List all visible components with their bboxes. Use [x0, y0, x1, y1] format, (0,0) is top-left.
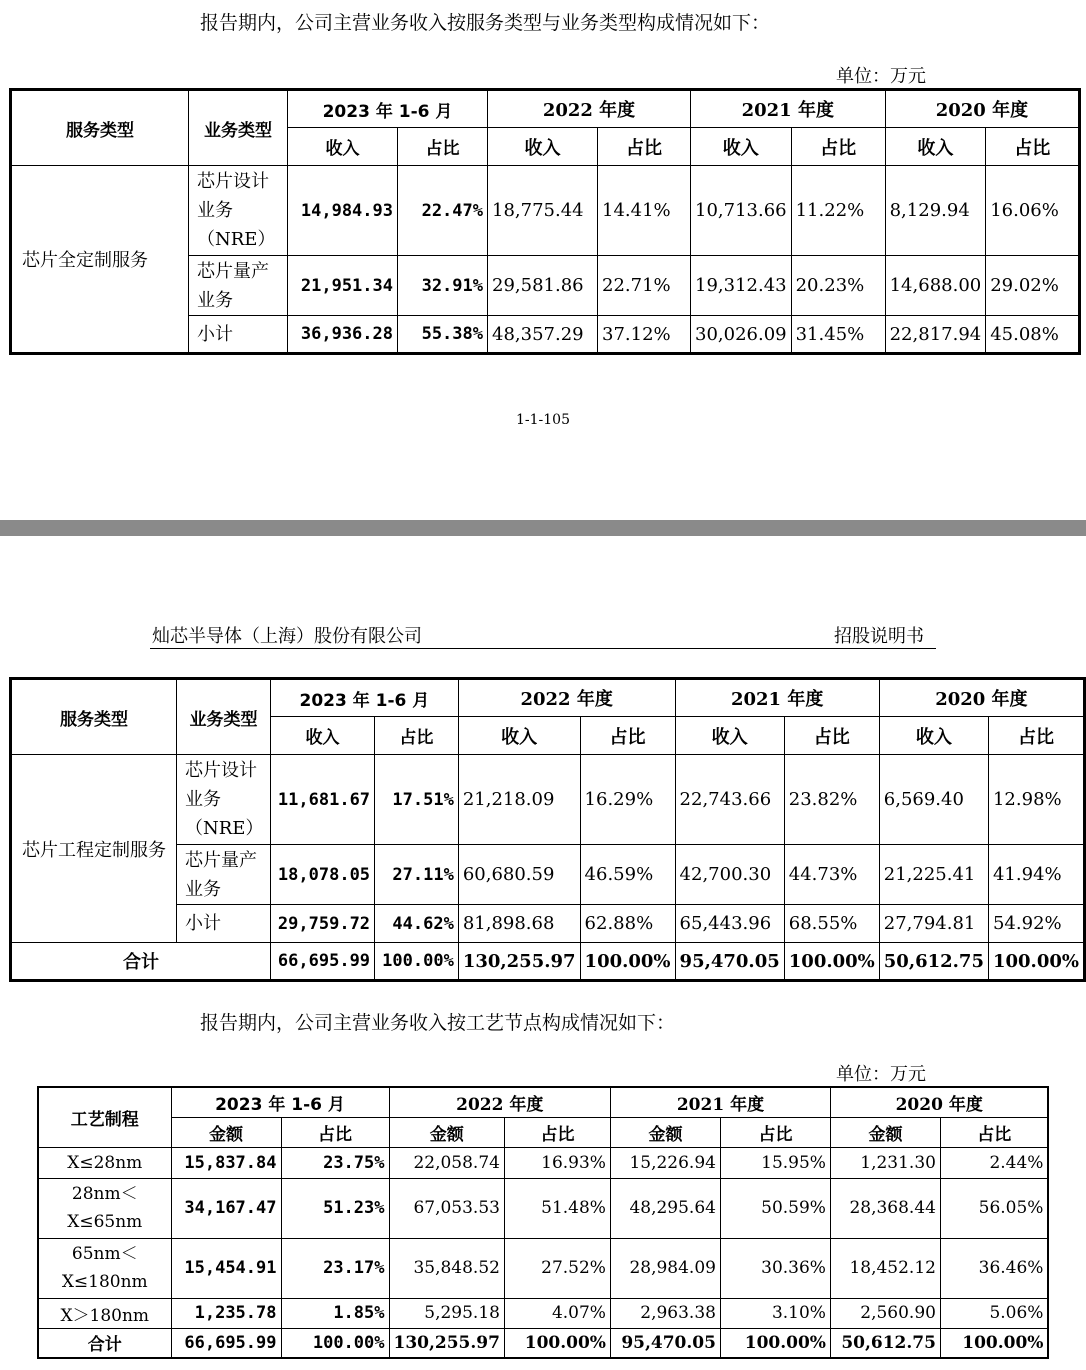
value-cell: 23.82%	[784, 755, 879, 845]
value-cell: 44.62%	[375, 905, 459, 943]
value-cell: 29,581.86	[488, 256, 598, 316]
table-row	[38, 1178, 1048, 1238]
intro-paragraph-2: 报告期内，公司主营业务收入按工艺节点构成情况如下：	[200, 1012, 676, 1034]
value-cell: 16.93%	[504, 1147, 610, 1178]
value-cell: 29.02%	[986, 256, 1080, 316]
value-cell: 56.05%	[940, 1178, 1048, 1238]
value-cell: 100.00%	[504, 1328, 610, 1358]
value-cell: 130,255.97	[389, 1328, 504, 1358]
sub-share: 占比	[988, 717, 1084, 755]
total-row	[11, 943, 1085, 981]
value-cell: 30.36%	[720, 1238, 830, 1298]
value-cell: 130,255.97	[458, 943, 580, 981]
sub-share: 占比	[398, 128, 488, 166]
period-2022: 2022 年度	[458, 679, 675, 717]
value-cell: 65,443.96	[675, 905, 784, 943]
col-business-type: 业务类型	[177, 679, 271, 755]
value-cell: 14,984.93	[288, 166, 398, 256]
sub-share: 占比	[375, 717, 459, 755]
value-cell: 15.95%	[720, 1147, 830, 1178]
process-label: 65nm＜ X≤180nm	[38, 1238, 171, 1298]
value-cell: 23.75%	[281, 1147, 389, 1178]
document-type: 招股说明书	[834, 626, 924, 647]
company-name: 灿芯半导体（上海）股份有限公司	[152, 626, 422, 647]
value-cell: 51.23%	[281, 1178, 389, 1238]
value-cell: 34,167.47	[171, 1178, 281, 1238]
value-cell: 67,053.53	[389, 1178, 504, 1238]
value-cell: 100.00%	[784, 943, 879, 981]
value-cell: 27.52%	[504, 1238, 610, 1298]
period-2020: 2020 年度	[879, 679, 1084, 717]
value-cell: 68.55%	[784, 905, 879, 943]
value-cell: 66,695.99	[171, 1328, 281, 1358]
value-cell: 18,078.05	[270, 845, 374, 905]
sub-income: 收入	[675, 717, 784, 755]
value-cell: 21,218.09	[458, 755, 580, 845]
value-cell: 22.71%	[598, 256, 691, 316]
value-cell: 29,759.72	[270, 905, 374, 943]
period-2023h1: 2023 年 1-6 月	[288, 90, 488, 128]
sub-income: 收入	[288, 128, 398, 166]
sub-income: 收入	[270, 717, 374, 755]
value-cell: 48,295.64	[610, 1178, 720, 1238]
value-cell: 95,470.05	[675, 943, 784, 981]
value-cell: 22.47%	[398, 166, 488, 256]
value-cell: 23.17%	[281, 1238, 389, 1298]
value-cell: 100.00%	[375, 943, 459, 981]
table-row	[11, 755, 1085, 845]
total-row	[38, 1328, 1048, 1358]
value-cell: 14,688.00	[885, 256, 986, 316]
value-cell: 22,058.74	[389, 1147, 504, 1178]
sub-amount: 金额	[610, 1117, 720, 1147]
value-cell: 2,963.38	[610, 1298, 720, 1328]
unit-label-2: 单位：万元	[836, 1064, 926, 1085]
value-cell: 1,235.78	[171, 1298, 281, 1328]
value-cell: 54.92%	[988, 905, 1084, 943]
value-cell: 15,837.84	[171, 1147, 281, 1178]
value-cell: 21,225.41	[879, 845, 988, 905]
header-rule	[150, 648, 936, 649]
value-cell: 2,560.90	[830, 1298, 940, 1328]
sub-share: 占比	[580, 717, 675, 755]
value-cell: 22,743.66	[675, 755, 784, 845]
value-cell: 62.88%	[580, 905, 675, 943]
value-cell: 37.12%	[598, 316, 691, 354]
value-cell: 48,357.29	[488, 316, 598, 354]
sub-amount: 金额	[171, 1117, 281, 1147]
value-cell: 21,951.34	[288, 256, 398, 316]
value-cell: 60,680.59	[458, 845, 580, 905]
page-number: 1-1-105	[516, 412, 570, 428]
process-label: 28nm＜ X≤65nm	[38, 1178, 171, 1238]
value-cell: 10,713.66	[691, 166, 792, 256]
period-2023h1: 2023 年 1-6 月	[171, 1087, 389, 1117]
value-cell: 14.41%	[598, 166, 691, 256]
business-type-cell: 小计	[177, 905, 271, 943]
total-label: 合计	[38, 1328, 171, 1358]
value-cell: 17.51%	[375, 755, 459, 845]
value-cell: 100.00%	[580, 943, 675, 981]
value-cell: 50.59%	[720, 1178, 830, 1238]
value-cell: 100.00%	[720, 1328, 830, 1358]
value-cell: 42,700.30	[675, 845, 784, 905]
value-cell: 32.91%	[398, 256, 488, 316]
value-cell: 2.44%	[940, 1147, 1048, 1178]
value-cell: 1,231.30	[830, 1147, 940, 1178]
value-cell: 5,295.18	[389, 1298, 504, 1328]
value-cell: 11.22%	[791, 166, 885, 256]
value-cell: 36,936.28	[288, 316, 398, 354]
value-cell: 50,612.75	[879, 943, 988, 981]
period-2020: 2020 年度	[830, 1087, 1048, 1117]
value-cell: 16.29%	[580, 755, 675, 845]
service-group-name: 芯片全定制服务	[11, 166, 189, 354]
period-2021: 2021 年度	[691, 90, 886, 128]
value-cell: 3.10%	[720, 1298, 830, 1328]
value-cell: 19,312.43	[691, 256, 792, 316]
value-cell: 95,470.05	[610, 1328, 720, 1358]
value-cell: 1.85%	[281, 1298, 389, 1328]
col-process: 工艺制程	[38, 1087, 171, 1147]
sub-share: 占比	[940, 1117, 1048, 1147]
table-row	[11, 166, 1080, 256]
value-cell: 27,794.81	[879, 905, 988, 943]
value-cell: 46.59%	[580, 845, 675, 905]
sub-income: 收入	[458, 717, 580, 755]
table-row	[38, 1147, 1048, 1178]
period-2022: 2022 年度	[488, 90, 691, 128]
sub-income: 收入	[885, 128, 986, 166]
sub-income: 收入	[488, 128, 598, 166]
business-type-cell: 芯片设计 业务 （NRE）	[189, 166, 288, 256]
intro-paragraph: 报告期内，公司主营业务收入按服务类型与业务类型构成情况如下：	[200, 12, 771, 34]
value-cell: 5.06%	[940, 1298, 1048, 1328]
value-cell: 28,368.44	[830, 1178, 940, 1238]
value-cell: 35,848.52	[389, 1238, 504, 1298]
value-cell: 36.46%	[940, 1238, 1048, 1298]
value-cell: 81,898.68	[458, 905, 580, 943]
sub-amount: 金额	[389, 1117, 504, 1147]
value-cell: 4.07%	[504, 1298, 610, 1328]
business-type-cell: 芯片设计 业务 （NRE）	[177, 755, 271, 845]
period-2023h1: 2023 年 1-6 月	[270, 679, 458, 717]
value-cell: 28,984.09	[610, 1238, 720, 1298]
sub-share: 占比	[281, 1117, 389, 1147]
sub-income: 收入	[879, 717, 988, 755]
value-cell: 20.23%	[791, 256, 885, 316]
sub-share: 占比	[504, 1117, 610, 1147]
page-divider	[0, 520, 1086, 536]
value-cell: 50,612.75	[830, 1328, 940, 1358]
value-cell: 15,454.91	[171, 1238, 281, 1298]
value-cell: 27.11%	[375, 845, 459, 905]
process-label: X＞180nm	[38, 1298, 171, 1328]
value-cell: 11,681.67	[270, 755, 374, 845]
value-cell: 8,129.94	[885, 166, 986, 256]
value-cell: 100.00%	[940, 1328, 1048, 1358]
value-cell: 6,569.40	[879, 755, 988, 845]
value-cell: 22,817.94	[885, 316, 986, 354]
value-cell: 100.00%	[281, 1328, 389, 1358]
process-node-table	[37, 1086, 1049, 1359]
value-cell: 31.45%	[791, 316, 885, 354]
col-service-type: 服务类型	[11, 90, 189, 166]
business-type-cell: 芯片量产 业务	[189, 256, 288, 316]
value-cell: 44.73%	[784, 845, 879, 905]
table-row	[38, 1298, 1048, 1328]
value-cell: 51.48%	[504, 1178, 610, 1238]
service-table-part1	[9, 88, 1081, 355]
value-cell: 15,226.94	[610, 1147, 720, 1178]
value-cell: 30,026.09	[691, 316, 792, 354]
unit-label: 单位：万元	[836, 66, 926, 87]
value-cell: 66,695.99	[270, 943, 374, 981]
sub-share: 占比	[720, 1117, 830, 1147]
service-table-part2	[9, 677, 1086, 982]
sub-income: 收入	[691, 128, 792, 166]
col-service-type: 服务类型	[11, 679, 177, 755]
process-label: X≤28nm	[38, 1147, 171, 1178]
sub-share: 占比	[986, 128, 1080, 166]
value-cell: 100.00%	[988, 943, 1084, 981]
business-type-cell: 小计	[189, 316, 288, 354]
value-cell: 41.94%	[988, 845, 1084, 905]
sub-share: 占比	[791, 128, 885, 166]
period-2021: 2021 年度	[610, 1087, 830, 1117]
period-2020: 2020 年度	[885, 90, 1080, 128]
sub-share: 占比	[598, 128, 691, 166]
value-cell: 45.08%	[986, 316, 1080, 354]
service-group-name: 芯片工程定制服务	[11, 755, 177, 943]
value-cell: 18,775.44	[488, 166, 598, 256]
value-cell: 12.98%	[988, 755, 1084, 845]
value-cell: 18,452.12	[830, 1238, 940, 1298]
value-cell: 55.38%	[398, 316, 488, 354]
sub-amount: 金额	[830, 1117, 940, 1147]
value-cell: 16.06%	[986, 166, 1080, 256]
total-label: 合计	[11, 943, 271, 981]
business-type-cell: 芯片量产 业务	[177, 845, 271, 905]
table-row	[38, 1238, 1048, 1298]
sub-share: 占比	[784, 717, 879, 755]
period-2022: 2022 年度	[389, 1087, 610, 1117]
period-2021: 2021 年度	[675, 679, 879, 717]
col-business-type: 业务类型	[189, 90, 288, 166]
